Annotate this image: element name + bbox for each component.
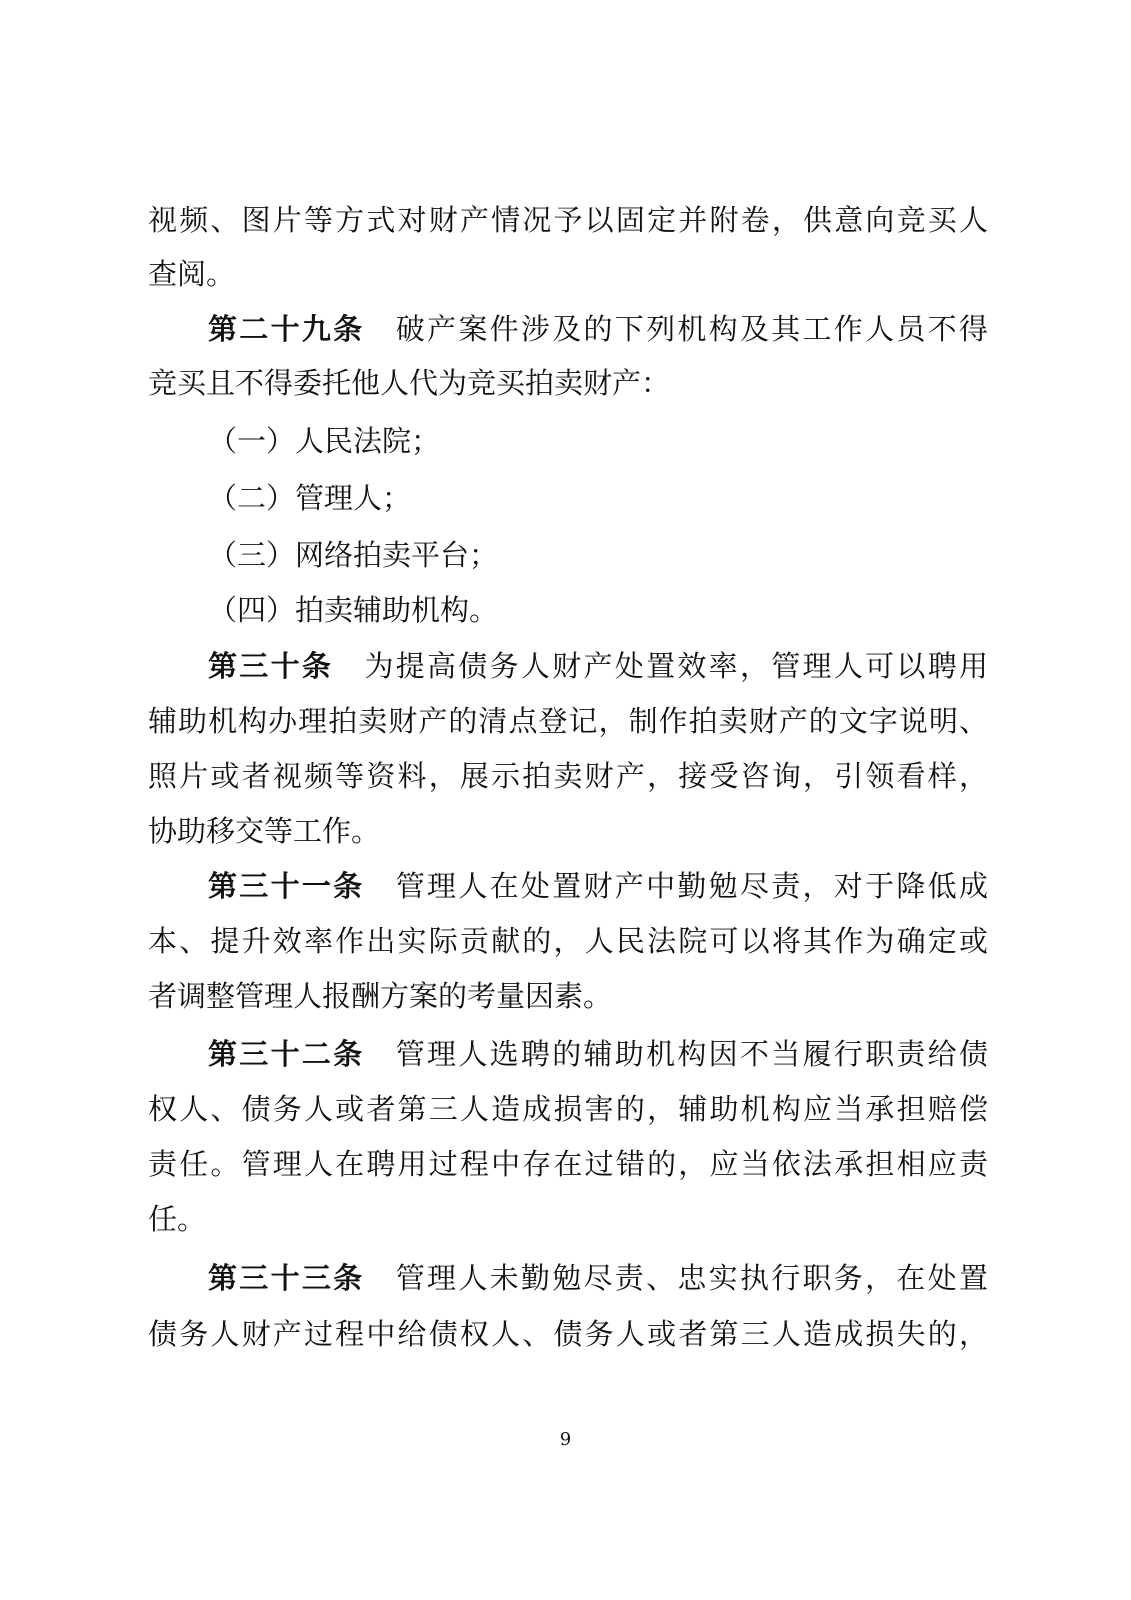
body-line: 查阅。	[148, 257, 236, 291]
article-33-heading: 第三十三条	[208, 1261, 365, 1295]
body-line: 辅助机构办理拍卖财产的清点登记，制作拍卖财产的文字说明、	[148, 704, 988, 738]
article-31-text: 管理人在处置财产中勤勉尽责，对于降低成	[393, 869, 988, 903]
body-line: 债务人财产过程中给债权人、债务人或者第三人造成损失的，	[148, 1317, 988, 1351]
article-32-heading: 第三十二条	[208, 1037, 365, 1071]
article-30-heading: 第三十条	[208, 649, 334, 683]
body-line: 者调整管理人报酬方案的考量因素。	[148, 979, 613, 1013]
article-31-first-line	[208, 861, 988, 911]
body-line: 任。	[148, 1202, 207, 1236]
list-item: （三）网络拍卖平台；	[208, 538, 499, 572]
article-33-text: 管理人未勤勉尽责、忠实执行职务，在处置	[393, 1261, 988, 1295]
article-30-first-line	[208, 641, 988, 691]
article-29-heading: 第二十九条	[208, 312, 365, 346]
page-number: 9	[559, 1429, 572, 1450]
list-item: （四）拍卖辅助机构。	[208, 593, 499, 627]
body-line: 权人、债务人或者第三人造成损害的，辅助机构应当承担赔偿	[148, 1092, 988, 1126]
article-31-heading: 第三十一条	[208, 869, 365, 903]
list-item: （一）人民法院；	[208, 424, 441, 458]
body-line: 照片或者视频等资料，展示拍卖财产，接受咨询，引领看样，	[148, 759, 988, 793]
article-29-text: 破产案件涉及的下列机构及其工作人员不得	[393, 312, 988, 346]
body-line: 本、提升效率作出实际贡献的，人民法院可以将其作为确定或	[148, 924, 988, 958]
list-item: （二）管理人；	[208, 481, 412, 515]
body-line: 协助移交等工作。	[148, 814, 381, 848]
article-33-first-line	[208, 1253, 988, 1303]
article-30-text: 为提高债务人财产处置效率，管理人可以聘用	[362, 649, 988, 683]
body-line: 责任。管理人在聘用过程中存在过错的，应当依法承担相应责	[148, 1147, 988, 1181]
body-line: 竞买且不得委托他人代为竞买拍卖财产：	[148, 366, 671, 400]
article-32-first-line	[208, 1029, 988, 1079]
article-29-first-line	[208, 304, 988, 354]
article-32-text: 管理人选聘的辅助机构因不当履行职责给债	[393, 1037, 988, 1071]
body-line: 视频、图片等方式对财产情况予以固定并附卷，供意向竞买人	[148, 203, 988, 237]
